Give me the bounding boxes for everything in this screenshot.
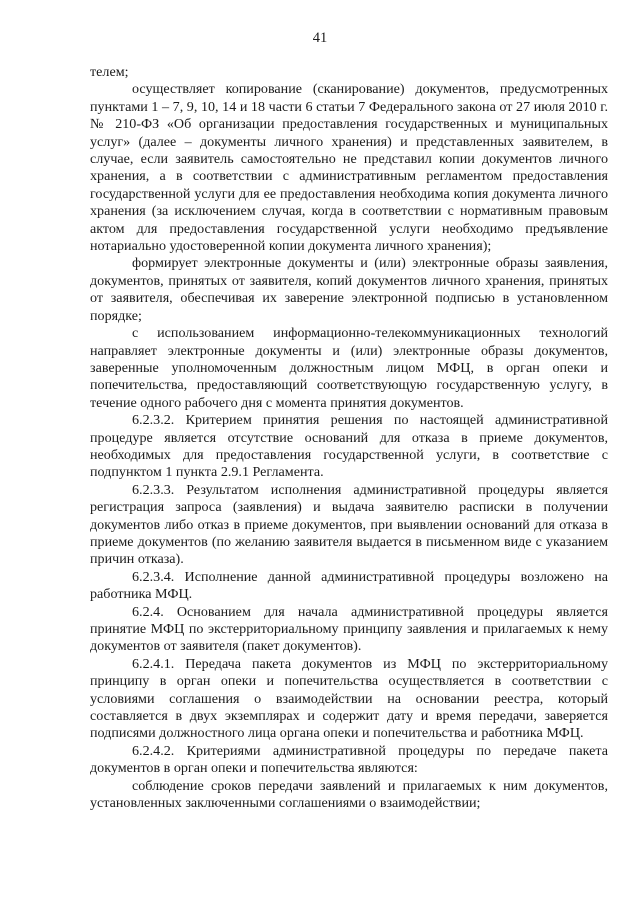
paragraph-6-2-3-4: 6.2.3.4. Исполнение данной административной процедуры возложено на работника МФЦ. [90,568,608,603]
paragraph-6-2-4-2: 6.2.4.2. Критериями административной процедуры по передаче пакета документов в орган опеки и попечительства являются: [90,742,608,777]
paragraph-6-2-3-2: 6.2.3.2. Критерием принятия решения по настоящей административной процедуре является отсутствие оснований для отказа в приеме документов, необходимых для предоставления государственной услуги, в соответствие с подпунктом 1 пункта 2.9.1 Регламента. [90,412,608,481]
paragraph-6-2-4-1: 6.2.4.1. Передача пакета документов из МФЦ по экстерриториальному принципу в орган опеки и попечительства осуществляется в соответствии с условиями соглашения о взаимодействии на основании реестра, который составляется в двух экземплярах и содержит дату и время передачи, заверяется подписями должностного лица органа опеки и попечительства и работника МФЦ. [90,655,608,742]
paragraph-electronic-documents: формирует электронные документы и (или) электронные образы заявления, документов, принятых от заявителя, копий документов личного хранения, принятых от заявителя, обеспечивая их заверение электронной подписью в установленном порядке; [90,255,608,324]
paragraph-6-2-3-3: 6.2.3.3. Результатом исполнения административной процедуры является регистрация запроса (заявления) и выдача заявителю расписки в получении документов либо отказ в приеме документов, при выявлении оснований для отказа в приеме документов (по желанию заявителя выдается в письменном виде с указанием причин отказа). [90,481,608,568]
paragraph-copying-documents: осуществляет копирование (сканирование) документов, предусмотренных пунктами 1 – 7, 9, 10, 14 и 18 части 6 статьи 7 Федерального закона от 27 июля 2010 г. № 210-ФЗ «Об организации предоставления государственных и муниципальных услуг» (далее – документы личного хранения) и представленных заявителем, в случае, если заявитель самостоятельно не представил копии документов личного хранения, а в соответствии с административным регламентом предоставления государственной услуги для ее предоставления необходима копия документа личного хранения (за исключением случая, когда в соответствии с нормативным правовым актом для предоставления государственной услуги необходимо предъявление нотариально удостоверенной копии документа личного хранения); [90,81,608,255]
paragraph-continuation: телем; [90,64,129,80]
paragraph-ict-transfer: с использованием информационно-телекоммуникационных технологий направляет электронные документы и (или) электронные образы документов, заверенные уполномоченным должностным лицом МФЦ, в орган опеки и попечительства, предоставляющий соответствующую государственную услугу, в течение одного рабочего дня с момента принятия документов. [90,325,608,411]
page-number: 41 [312,30,328,46]
document-body [90,64,608,812]
paragraph-6-2-4: 6.2.4. Основанием для начала административной процедуры является принятие МФЦ по экстерриториальному принципу заявления и прилагаемых к нему документов от заявителя (пакет документов). [90,603,608,655]
paragraph-deadlines: соблюдение сроков передачи заявлений и прилагаемых к ним документов, установленных заключенными соглашениями о взаимодействии; [90,777,608,812]
